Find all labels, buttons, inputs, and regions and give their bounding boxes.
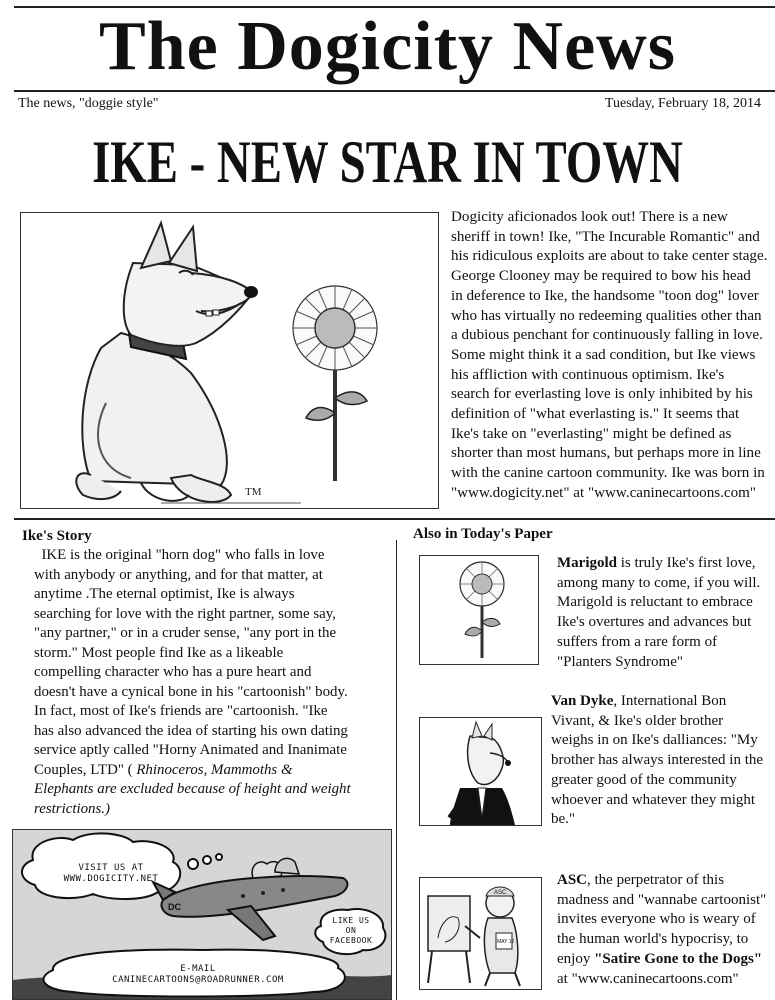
marigold-blurb: Marigold is truly Ike's first love, among many to come, if you will. Marigold is reluctant to embrace Ike's overtures and advances but suffers from a rare form of "Planters Syndrome": [557, 554, 772, 672]
vandyke-line: Vivant, & Ike's older brother: [551, 712, 724, 729]
marigold-line: "Planters Syndrome": [557, 653, 683, 670]
story-italic: restrictions.): [34, 800, 110, 817]
lead-article: [451, 208, 771, 504]
story-line: searching for love with the right partner, some say,: [34, 605, 336, 622]
lead-photo: [20, 212, 439, 509]
lead-line: Some might think it a sad condition, but Ike views: [451, 346, 756, 363]
story-article: [34, 546, 384, 819]
promo-cartoon: [12, 829, 392, 1000]
lead-line: a dubious penchant for continuously falling in love.: [451, 327, 763, 344]
satire-tagline: "Satire Gone to the Dogs": [594, 950, 763, 967]
vandyke-thumbnail: [419, 717, 542, 826]
story-title: Ike's Story: [22, 528, 92, 544]
email-link[interactable]: CANINECARTOONS@ROADRUNNER.COM: [112, 975, 284, 985]
cartoonist-icon: [420, 878, 541, 989]
lead-line: with the canine cartoon community. Ike was born in: [451, 465, 765, 482]
story-line: has also advanced the idea of starting his own dating: [34, 722, 348, 739]
trademark-mark: TM: [245, 486, 262, 498]
ike-dog-illustration: [21, 213, 438, 508]
lead-line: his ridiculous exploits are about to take center stage.: [451, 248, 768, 265]
plane-label: DC: [168, 902, 181, 912]
vandyke-line: weighs in on Ike's dalliances: "My: [551, 732, 758, 749]
story-line: with anybody or anything, and for that matter, at: [34, 566, 323, 583]
story-line: In fact, most of Ike's friends are "cartoonish. "Ike: [34, 703, 328, 719]
story-italic: Elephants are excluded because of height and weight: [34, 781, 351, 797]
story-line: anytime .The eternal optimist, Ike is always: [34, 586, 295, 602]
story-line: [34, 780, 384, 800]
story-line: [34, 761, 384, 781]
lead-line: sheriff in town! Ike, "The Incurable Romantic" and: [451, 228, 760, 245]
like-text: ON: [345, 926, 357, 935]
asc-name: ASC: [557, 872, 588, 888]
vandyke-line: be.": [551, 811, 576, 828]
visit-text: VISIT US AT: [78, 863, 144, 873]
facebook-link[interactable]: FACEBOOK: [329, 936, 373, 945]
lead-line: definition of "what everlasting is." It seems that: [451, 406, 740, 423]
story-line: compelling character who has a pure heart and: [34, 664, 312, 680]
lead-line: his affliction with continuous optimism. Ike's: [451, 366, 725, 383]
marigold-line: Marigold is reluctant to embrace: [557, 594, 753, 611]
lead-line: in deference to Ike, the handsome "toon dog" lover: [451, 287, 759, 304]
masthead-rule: [14, 90, 775, 92]
vandyke-name: Van Dyke: [551, 693, 614, 709]
vandyke-line: whoever and whatever they might: [551, 791, 756, 808]
story-line: service aptly called "Horny Animated and Inanimate: [34, 742, 347, 758]
asc-line: at "www.caninecartoons.com": [557, 970, 739, 987]
column-rule: [396, 540, 397, 1000]
masthead: The Dogicity News: [99, 8, 676, 85]
section-rule: [14, 518, 775, 520]
lead-line: Dogicity aficionados look out! There is a new: [451, 209, 728, 225]
story-line: doesn't have a cynical bone in his "cartoonish" body.: [34, 683, 348, 700]
asc-blurb: ASC, the perpetrator of this madness and "wannabe cartoonist" invites everyone who is weary of the human world's hypocrisy, to enjoy "Satire Gone to the Dogs" at "www.caninecartoons.com": [557, 871, 775, 989]
story-italic: Rhinoceros, Mammoths &: [136, 761, 293, 778]
lead-line: who has virtually no redeeming qualities other than: [451, 307, 762, 324]
lead-line: Ike's take on "everlasting" might be defined as: [451, 425, 732, 442]
asc-line: the human world's hypocrisy, to: [557, 931, 749, 948]
lead-line: George Clooney may be required to bow his head: [451, 268, 751, 285]
also-title: Also in Today's Paper: [413, 526, 553, 542]
story-line: "any partner," or in a cruder sense, "any port in the: [34, 625, 337, 641]
story-line: storm." Most people find Ike as a likeable: [34, 644, 284, 661]
vandyke-line: greater good of the community: [551, 771, 737, 788]
vandyke-blurb: Van Dyke, International Bon Vivant, & Ike's older brother weighs in on Ike's dalliances: "My brother has always interested in the greater good of the community whoever and whatever they might be.": [551, 692, 773, 830]
dateline: Tuesday, February 18, 2014: [604, 96, 761, 111]
like-text: LIKE US: [332, 916, 370, 925]
tagline: The news, "doggie style": [18, 96, 159, 111]
asc-line: invites everyone who is weary of: [557, 911, 756, 928]
marigold-line: Ike's overtures and advances but: [557, 614, 752, 631]
asc-sign: ASC: [494, 890, 507, 896]
story-line: IKE is the original "horn dog" who falls in love: [34, 547, 325, 563]
lead-line: search for everlasting love is only inhibited by his: [451, 386, 753, 403]
marigold-name: Marigold: [557, 555, 617, 571]
vandyke-line: brother has always interested in the: [551, 752, 764, 769]
asc-thumbnail: [419, 877, 542, 990]
story-line: [34, 800, 384, 820]
email-label: E-MAIL: [180, 964, 216, 974]
asc-calendar: MAY 12: [497, 939, 515, 945]
marigold-thumbnail: [419, 555, 539, 665]
lead-line: shorter than most humans, but perhaps more in line: [451, 445, 761, 462]
marigold-line: among many to come, if you will.: [557, 574, 761, 591]
asc-line: madness and "wannabe cartoonist": [557, 891, 767, 908]
flower-icon: [420, 556, 538, 664]
marigold-line: suffers from a rare form of: [557, 633, 718, 650]
lead-line: "www.dogicity.net" at "www.caninecartoons.com": [451, 484, 757, 501]
dogicity-link[interactable]: WWW.DOGICITY.NET: [63, 874, 159, 884]
story-line-text: Couples, LTD" (: [34, 761, 137, 778]
tuxedo-dog-icon: [420, 718, 541, 825]
headline: IKE - NEW STAR IN TOWN: [92, 129, 683, 195]
